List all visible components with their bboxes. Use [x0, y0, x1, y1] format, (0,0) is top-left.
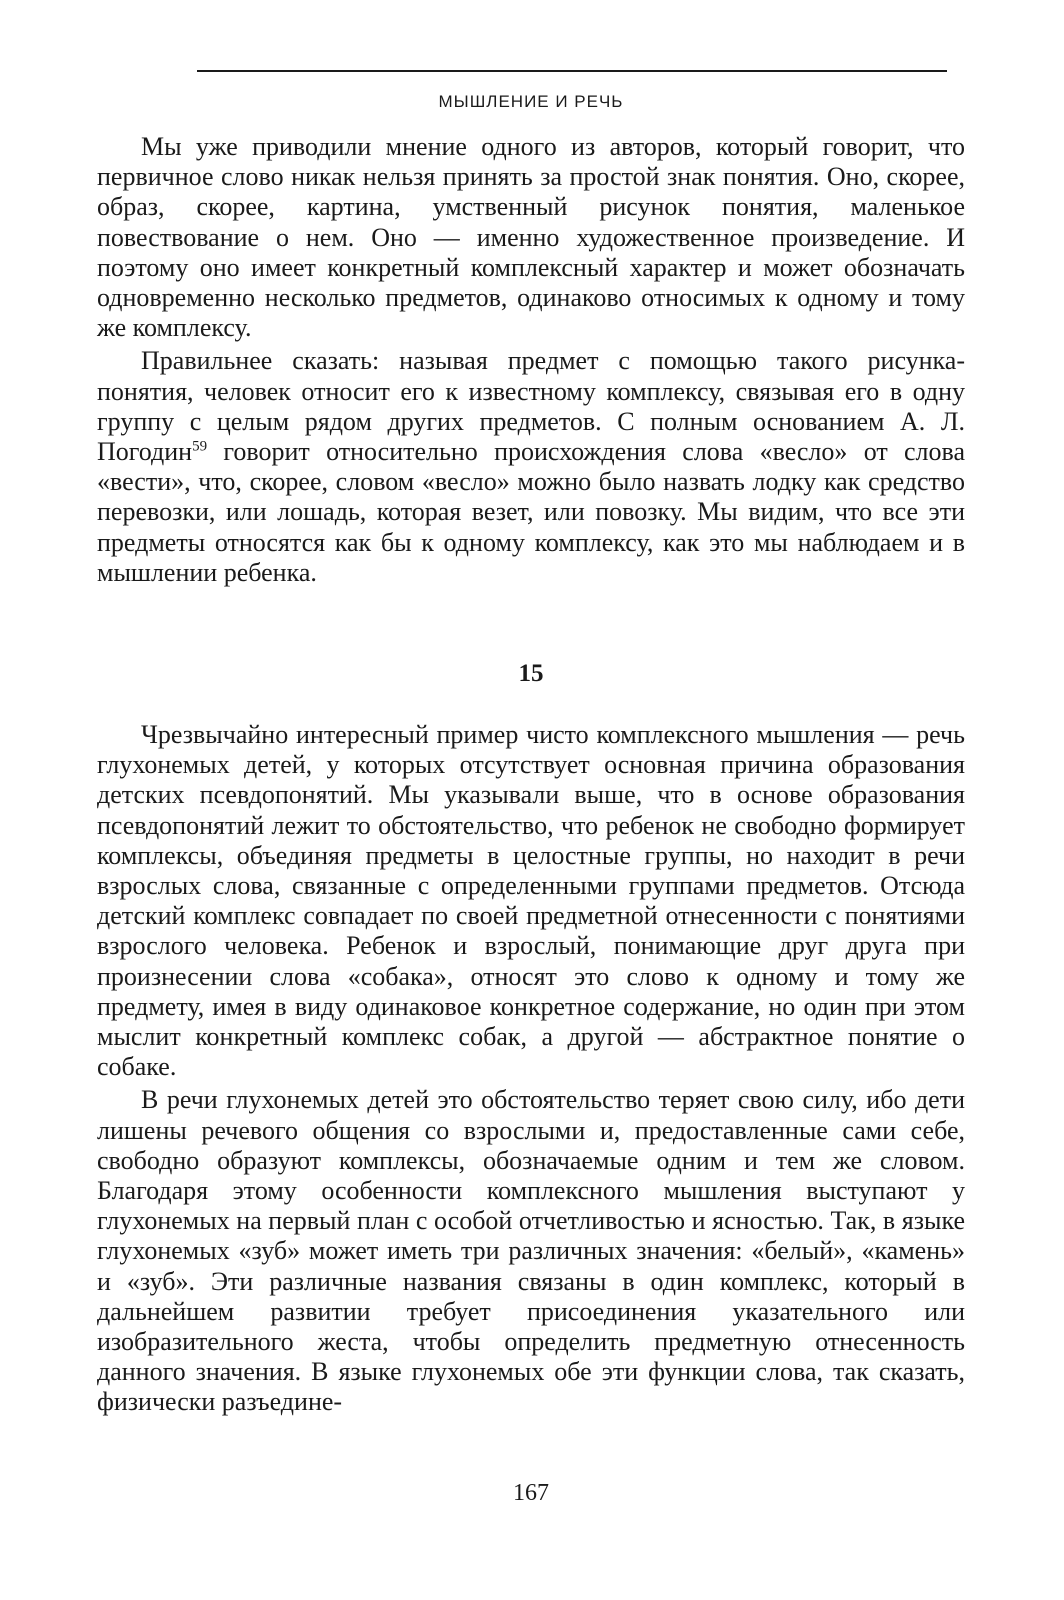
- page-number: 167: [513, 1480, 549, 1506]
- running-head: МЫШЛЕНИЕ И РЕЧЬ: [438, 92, 624, 111]
- paragraph: Чрезвычайно интересный пример чисто комплексного мышления — речь глухонемых детей, у которых отсутствует основная причина образования детских псевдопонятий. Мы указывали выше, что в основе образования псевдопонятий лежит то обстоятельство, что ребенок не свободно формирует комплексы, объединяя предметы в целостные группы, но находит в речи взрослых слова, связанные с определенными группами предметов. Отсюда детский комплекс совпадает по своей предметной отнесенности с понятиями взрослого человека. Ребенок и взрослый, понимающие друг друга при произнесении слова «собака», относят это слово к одному и тому же предмету, имея в виду одинаковое конкретное содержание, но один при этом мыслит конкретный комплекс собак, а другой — абстрактное понятие о собаке.: [97, 720, 965, 1082]
- text-block-lower: [97, 720, 965, 1418]
- paragraph-text: говорит относительно происхождения слова «весло» от слова «вести», что, скорее, словом «весло» можно было назвать лодку как средство перевозки, или лошадь, которая везет, или повозку. Мы видим, что все эти предметы относятся как бы к одному комплексу, как это мы наблюдаем и в мышлении ребенка.: [97, 437, 965, 587]
- paragraph: Мы уже приводили мнение одного из авторов, который говорит, что первичное слово никак нельзя принять за простой знак понятия. Оно, скорее, образ, скорее, картина, умственный рисунок понятия, маленькое повествование о нем. Оно — именно художественное произведение. И поэтому оно имеет конкретный комплексный характер и может обозначать одновременно несколько предметов, одинаково относимых к одному и тому же комплексу.: [97, 132, 965, 343]
- paragraph: [97, 346, 965, 588]
- header-rule: [197, 70, 947, 72]
- paragraph-text: Правильнее сказать: называя предмет с помощью такого рисунка-понятия, человек относит его к известному комплексу, связывая его в одну группу с целым рядом других предметов. С полным основанием А. Л. Погодин: [97, 346, 965, 467]
- section-number: 15: [518, 660, 544, 687]
- text-block-upper: [97, 132, 965, 588]
- footnote-marker: 59: [192, 438, 208, 455]
- paragraph: В речи глухонемых детей это обстоятельство теряет свою силу, ибо дети лишены речевого общения со взрослыми и, предоставленные сами себе, свободно образуют комплексы, обозначаемые одним и тем же словом. Благодаря этому особенности комплексного мышления выступают у глухонемых на первый план с особой отчетливостью и ясностью. Так, в языке глухонемых «зуб» может иметь три различных значения: «белый», «камень» и «зуб». Эти различные названия связаны в один комплекс, который в дальнейшем развитии требует присоединения указательного или изобразительного жеста, чтобы определить предметную отнесенность данного значения. В языке глухонемых обе эти функции слова, так сказать, физически разъедине-: [97, 1085, 965, 1417]
